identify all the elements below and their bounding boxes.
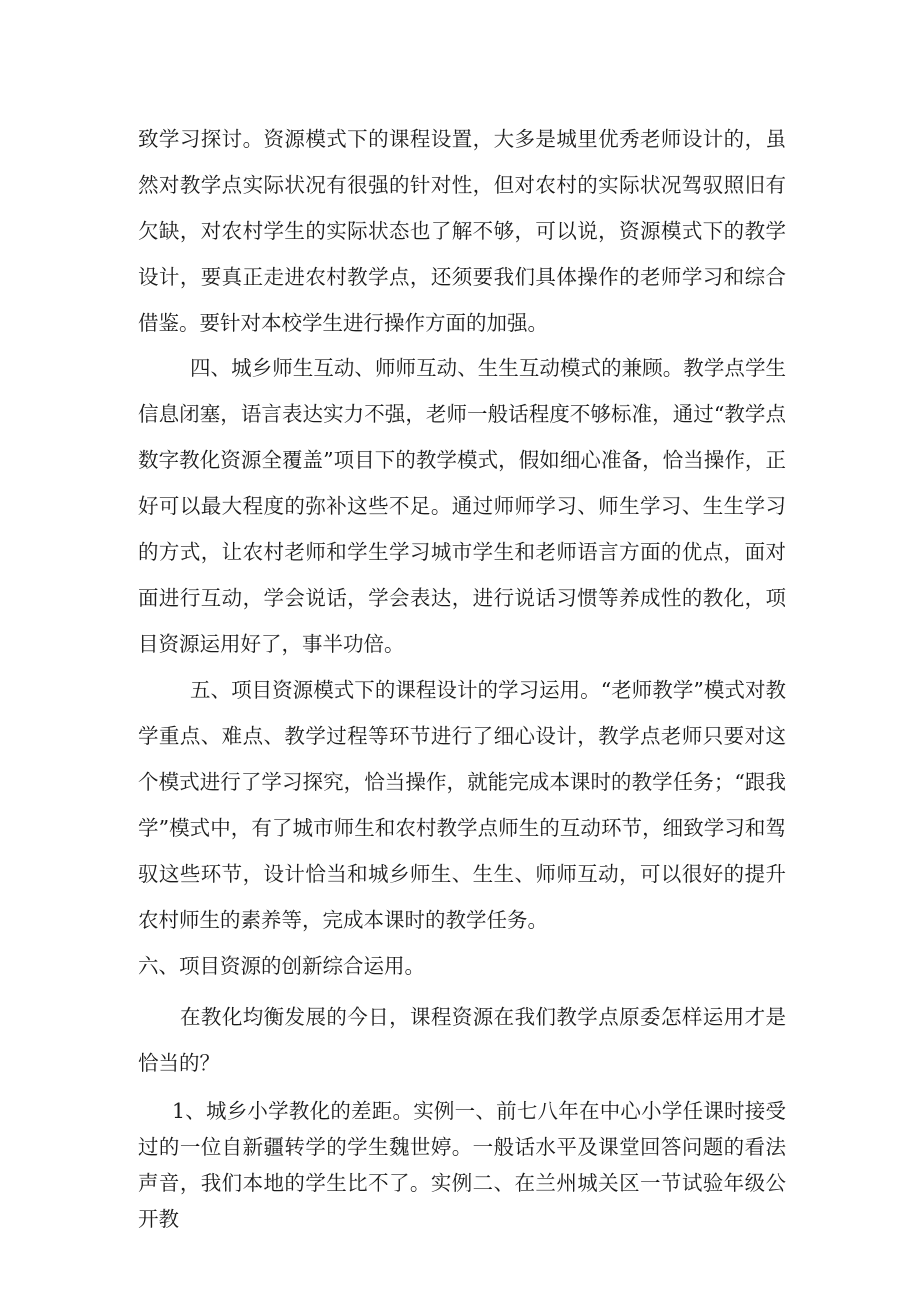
paragraph-balanced-development-question: 在教化均衡发展的今日，课程资源在我们教学点原委怎样运用才是恰当的？ <box>138 1005 786 1075</box>
paragraph-urban-rural-gap-examples: 1、城乡小学教化的差距。实例一、前七八年在中心小学任课时接受过的一位自新疆转学的学生魏世婷。一般话水平及课堂回答问题的看法声音，我们本地的学生比不了。实例二、在兰州城关区一节试验年级公开教 <box>138 1099 786 1231</box>
paragraph-section-six-heading: 六、项目资源的创新综合运用。 <box>138 954 425 978</box>
paragraph-resource-course-design: 致学习探讨。资源模式下的课程设置，大多是城里优秀老师设计的，虽然对教学点实际状况有很强的针对性，但对农村的实际状况驾驭照旧有欠缺，对农村学生的实际状态也了解不够，可以说，资源模式下的教学设计，要真正走进农村教学点，还须要我们具体操作的老师学习和综合借鉴。要针对本校学生进行操作方面的加强。 <box>138 127 786 335</box>
paragraph-section-four-interaction: 四、城乡师生互动、师师互动、生生互动模式的兼顾。教学点学生信息闭塞，语言表达实力不强，老师一般话程度不够标准，通过“教学点数字教化资源全覆盖”项目下的教学模式，假如细心准备，恰当操作，正好可以最大程度的弥补这些不足。通过师师学习、师生学习、生生学习的方式，让农村老师和学生学习城市学生和老师语言方面的优点，面对面进行互动，学会说话，学会表达，进行说话习惯等养成性的教化，项目资源运用好了，事半功倍。 <box>138 356 786 656</box>
paragraph-section-five-course-design: 五、项目资源模式下的课程设计的学习运用。“老师教学”模式对教学重点、难点、教学过程等环节进行了细心设计，教学点老师只要对这个模式进行了学习探究，恰当操作，就能完成本课时的教学任务；“跟我学”模式中，有了城市师生和农村教学点师生的互动环节，细致学习和驾驭这些环节，设计恰当和城乡师生、生生、师师互动，可以很好的提升农村师生的素养等，完成本课时的教学任务。 <box>138 678 786 932</box>
